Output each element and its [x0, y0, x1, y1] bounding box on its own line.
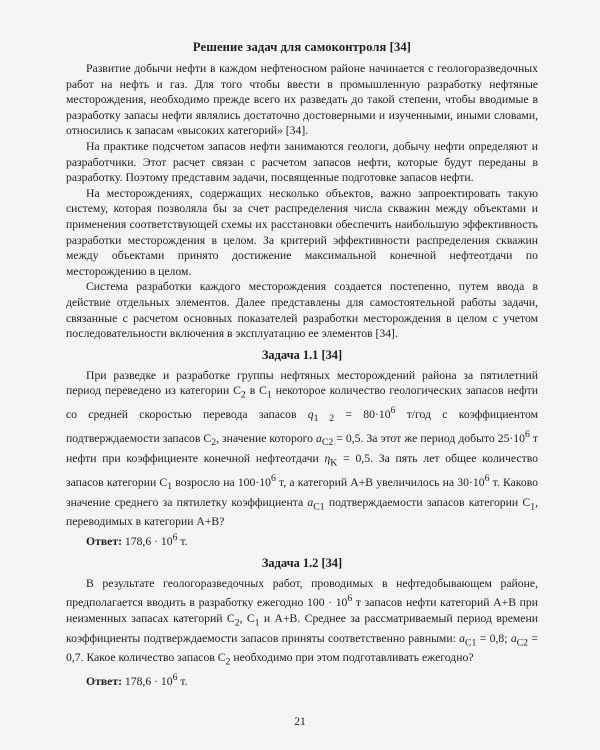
intro-paragraph-2: На практике подсчетом запасов нефти занимаются геологи, добычу нефти определяют и разработчики. Этот расчет связан с расчетом запасов нефти, которые будут переданы в разработку. Поэтому представим задачи, посвященные подготовке запасов нефти. — [66, 139, 538, 185]
section-heading: Решение задач для самоконтроля [34] — [192, 40, 412, 54]
task-1-answer: Ответ: $178,6 \cdot 10^6$ т. — [86, 532, 188, 548]
task-2-title: Задача 1.2 [34] — [261, 555, 343, 570]
task-2-text: В результате геологоразведочных работ, проводимых в нефтедобывающем районе, предполагается вводить в разработку ежегодно $100 \cdot 10^6$ т запасов нефти категорий А+В при неизменных запасах категорий $C_2$, $C_1$ и А+В. Среднее за рассматриваемый период времени коэффициенты подтверждаемости запасов приняты соответственно равными: $a_{C1} = 0,8$; $a_{C2} = 0,7$. Какое количество запасов $C_2$ необходимо при этом подготавливать ежегодно? — [66, 576, 539, 668]
task-1-title: Задача 1.1 [34] — [261, 347, 343, 362]
task-1-text: При разведке и разработке группы нефтяных месторождений района за пятилетний период переведено из категории $C_2$ в $C_1$ некоторое количество геологических запасов нефти со средней скоростью перевода запасов $q_{1 2} = 80\cdot 10^6$ т/год с коэффициентом подтверждаемости запасов $C_2$, значение которого $a_{C2} = 0,5$. За этот же период добыто $25\cdot 10^6$ т нефти при коэффициенте конечной нефтеотдачи $\eta_K = 0,5$. За пять лет общее количество запасов категории $C_1$ возросло на $100\cdot 10^6$ т, а категорий А+В увеличилось на $30\cdot 10^6$ т. Каково значение среднего за пятилетку коэффициента $a_{C1}$ подтверждаемости запасов категории $C_1$, переводимых в категории А+В? — [66, 368, 539, 529]
page-number: 21 — [294, 716, 306, 728]
intro-paragraph-4: Система разработки каждого месторождения создается постепенно, путем ввода в действие отдельных элементов. Далее представлены для самостоятельной работы задачи, связанные с расчетом основных показателей разработки месторождения в целом с учетом последовательности включения в эксплуатацию ее элементов [34]. — [66, 280, 538, 341]
task-2-answer: Ответ: $178,6 \cdot 10^6$ т. — [86, 672, 188, 689]
intro-paragraph-1: Развитие добычи нефти в каждом нефтеносном районе начинается с геологоразведочных работ на нефть и газ. Для того чтобы ввести в промышленную разработку нефтяные месторождения, необходимо прежде всего их разведать до такой степени, чтобы вводимые в разработку запасы нефти являлись достаточно достоверными и изученными, иными словами, относились к запасам «высоких категорий» [34]. — [66, 62, 538, 138]
intro-paragraph-3: На месторождениях, содержащих несколько объектов, важно запроектировать такую систему, которая позволяла бы за счет распределения числа скважин между объектами и применения соответствующей схемы их расстановки обеспечить наибольшую эффективность разработки месторождения в целом. За критерий эффективности распределения скважин между объектами принято достижение максимальной конечной нефтеотдачи по месторождению в целом. — [66, 186, 538, 278]
